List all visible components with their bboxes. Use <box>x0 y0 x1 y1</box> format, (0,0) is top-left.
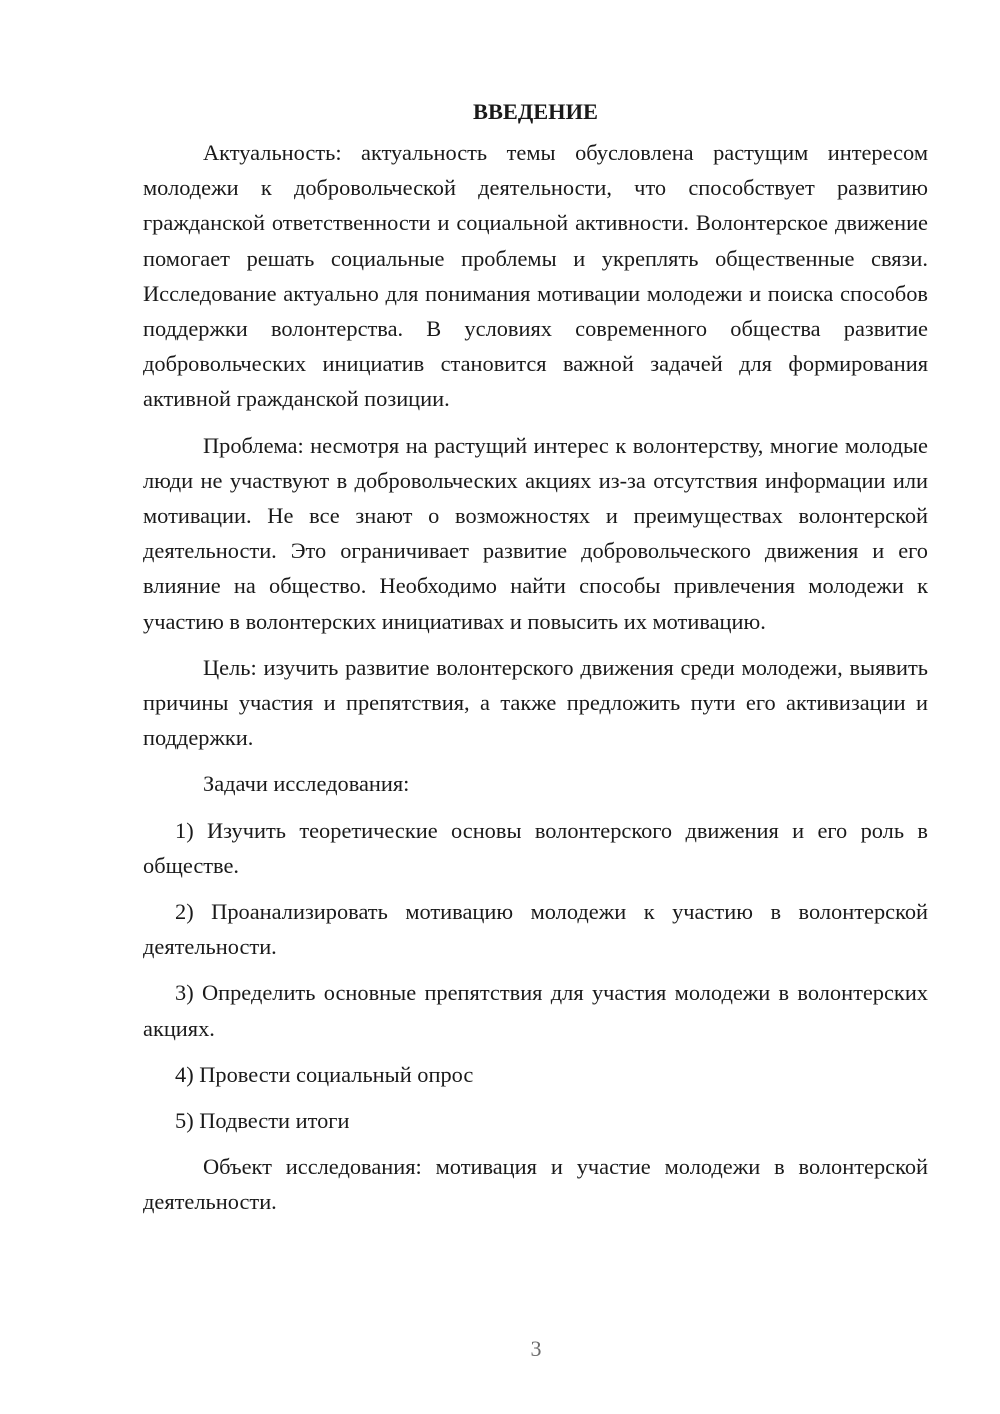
relevance-paragraph: Актуальность: актуальность темы обусловлена растущим интересом молодежи к добровольческой деятельности, что способствует развитию гражданской ответственности и социальной активности. Волонтерское движение помогает решать социальные проблемы и укреплять общественные связи. Исследование актуально для понимания мотивации молодежи и поиска способов поддержки волонтерства. В условиях современного общества развитие добровольческих инициатив становится важной задачей для формирования активной гражданской позиции. <box>143 140 928 412</box>
object-paragraph: Объект исследования: мотивация и участие молодежи в волонтерской деятельности. <box>143 1154 928 1215</box>
page-heading: ВВЕДЕНИЕ <box>473 99 598 124</box>
page-number: 3 <box>530 1336 542 1361</box>
task-item-3: 3) Определить основные препятствия для участия молодежи в волонтерских акциях. <box>143 980 928 1041</box>
task-item-2: 2) Проанализировать мотивацию молодежи к участию в волонтерской деятельности. <box>143 899 928 960</box>
task-item-5: 5) Подвести итоги <box>175 1108 350 1134</box>
task-item-1: 1) Изучить теоретические основы волонтерского движения и его роль в обществе. <box>143 817 928 878</box>
tasks-label: Задачи исследования: <box>203 771 410 797</box>
problem-paragraph: Проблема: несмотря на растущий интерес к волонтерству, многие молодые люди не участвуют в добровольческих акциях из-за отсутствия информации или мотивации. Не все знают о возможностях и преимуществах волонтерской деятельности. Это ограничивает развитие добровольческого движения и его влияние на общество. Необходимо найти способы привлечения молодежи к участию в волонтерских инициативах и повысить их мотивацию. <box>143 432 928 634</box>
task-item-4: 4) Провести социальный опрос <box>175 1061 474 1087</box>
page-content <box>143 94 928 1231</box>
goal-paragraph: Цель: изучить развитие волонтерского движения среди молодежи, выявить причины участия и препятствия, а также предложить пути его активизации и поддержки. <box>143 654 928 751</box>
